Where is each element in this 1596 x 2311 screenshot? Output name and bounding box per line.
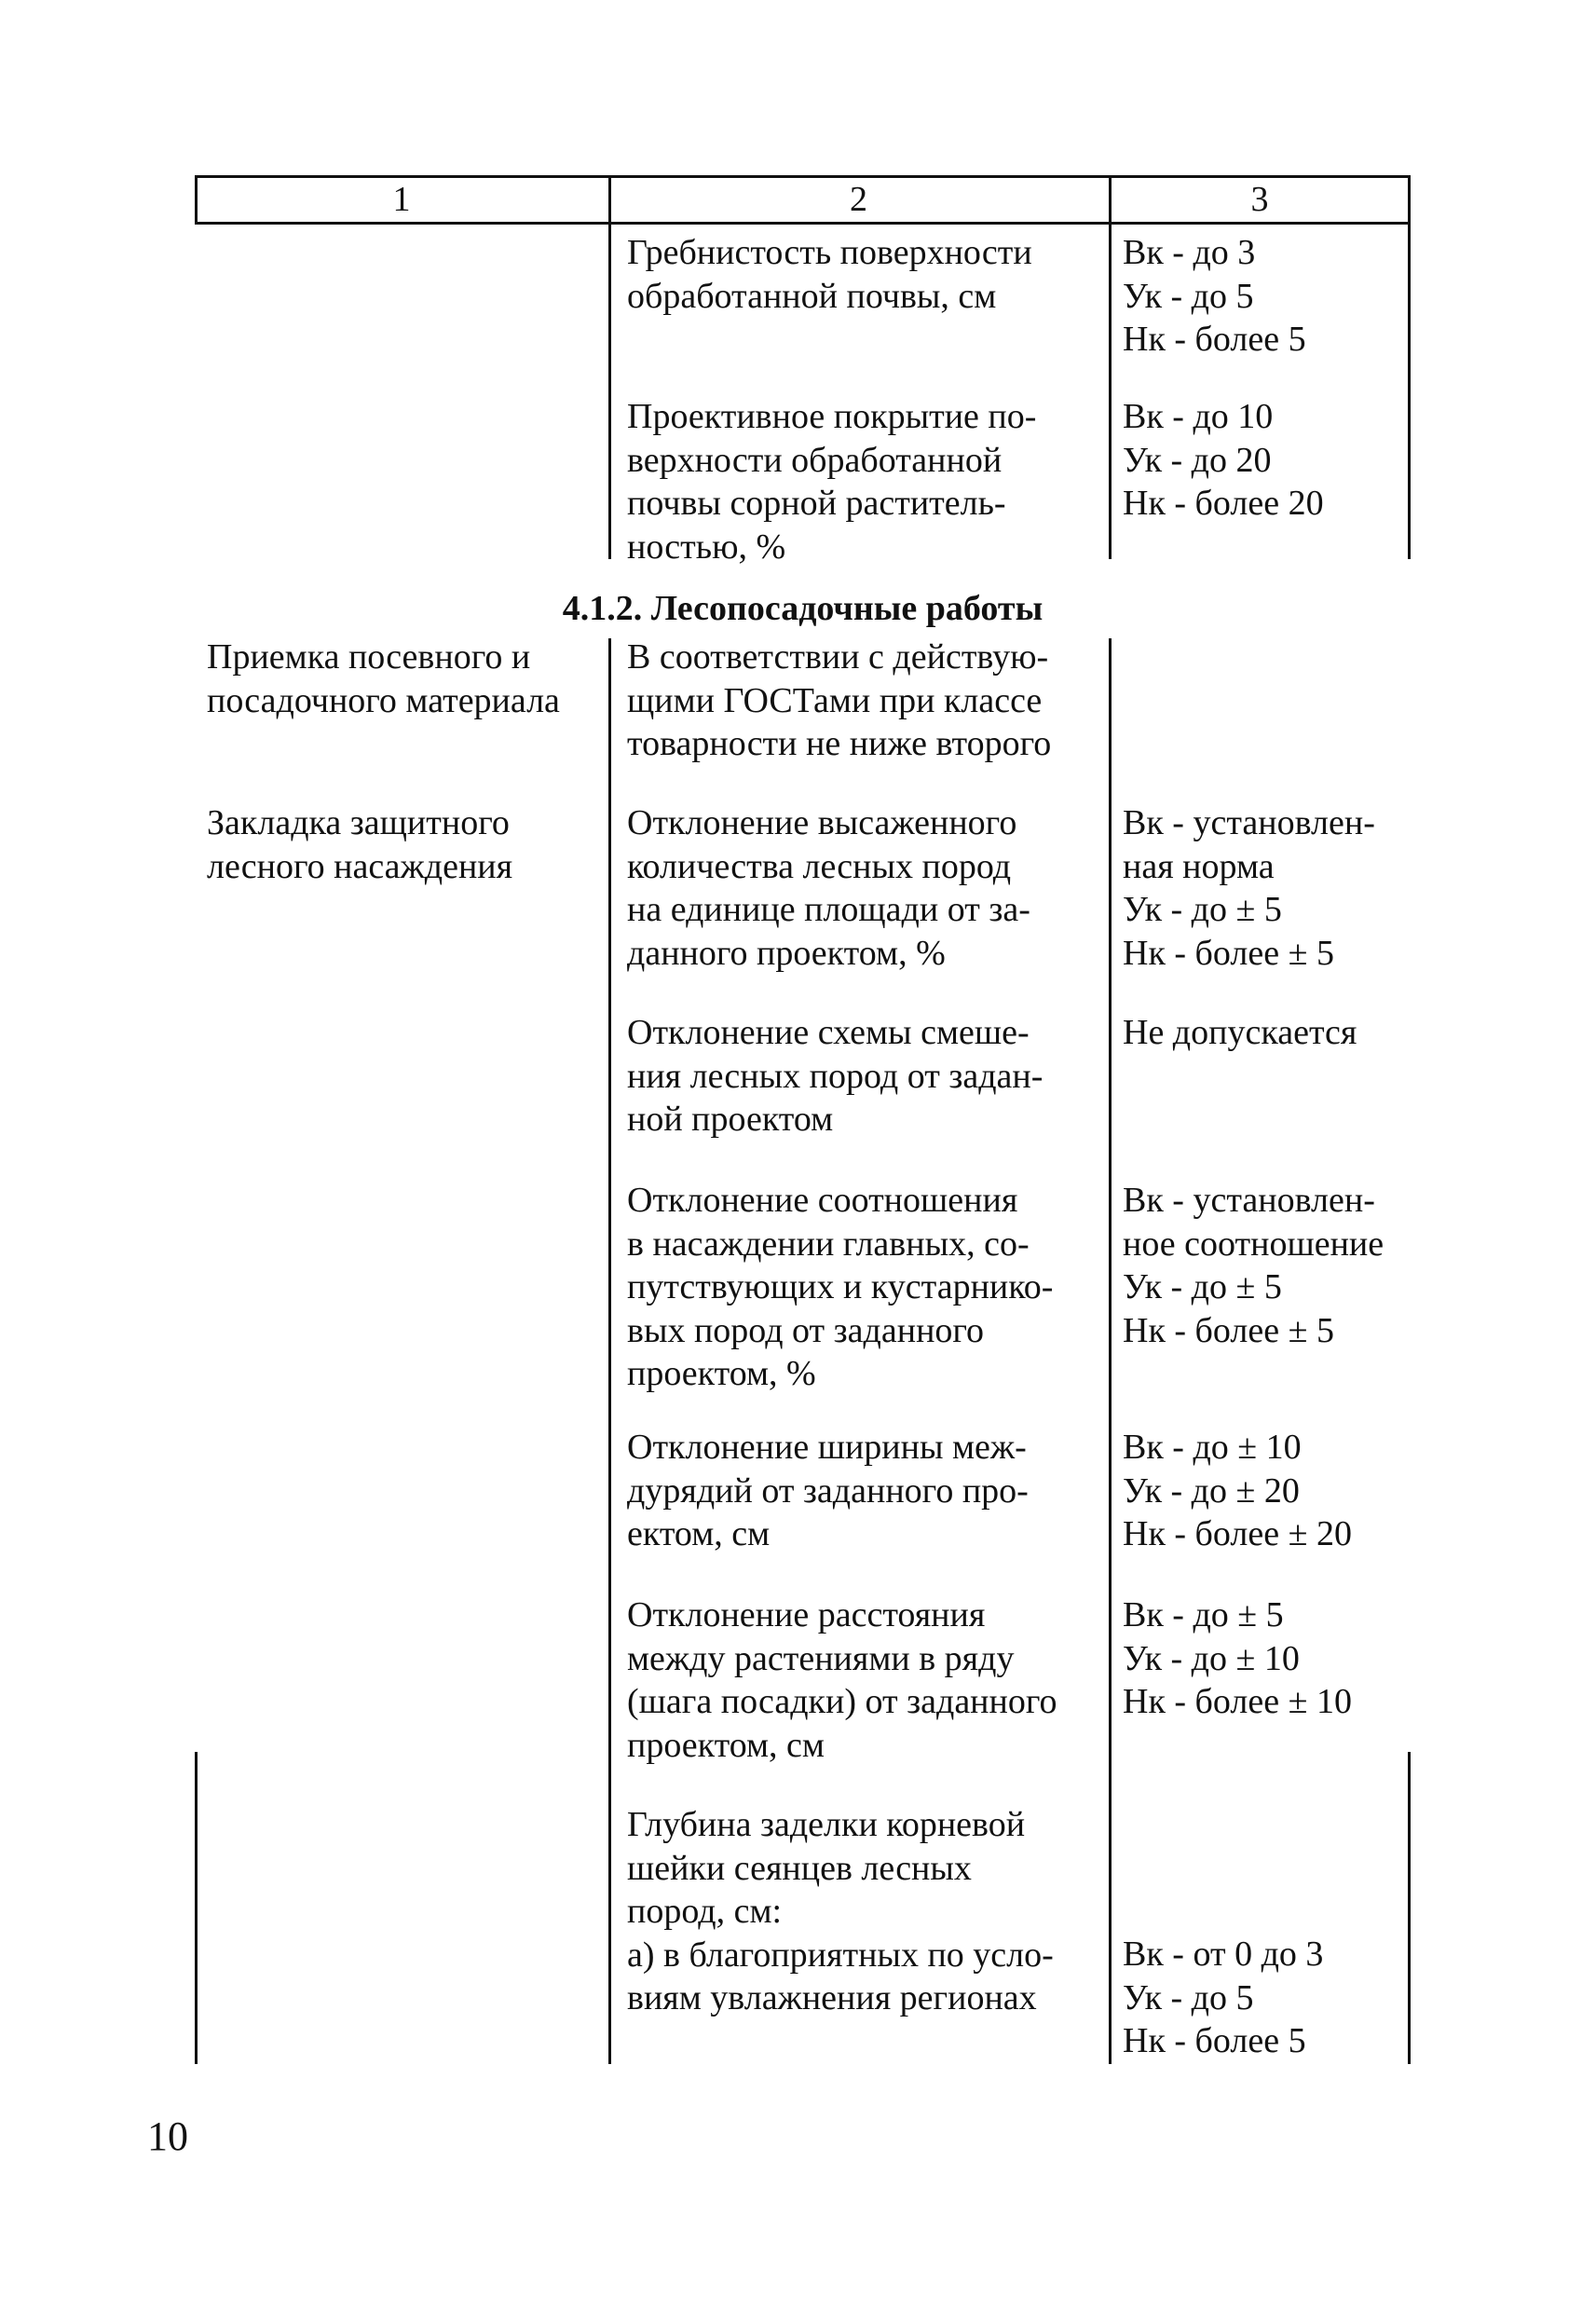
row-ridging-norm: Вк - до 3 Ук - до 5 Нк - более 5 — [1123, 233, 1306, 359]
header-col-3: 3 — [1250, 180, 1269, 219]
row-planted-quantity-param: Отклонение высаженного количества лесных пород на единице площади от за- данного проектом, % — [627, 803, 1030, 973]
section-title: 4.1.2. Лесопосадочные работы — [562, 589, 1044, 628]
table-top-border — [195, 175, 1411, 178]
column-divider-1-top — [608, 175, 611, 559]
column-divider-1-bottom — [608, 638, 611, 2064]
row-acceptance-work: Приемка посевного и посадочного материала — [207, 637, 560, 720]
row-mixing-scheme-norm: Не допускается — [1123, 1013, 1357, 1052]
row-weed-cover-norm: Вк - до 10 Ук - до 20 Нк - более 20 — [1123, 397, 1324, 523]
page-number: 10 — [147, 2113, 188, 2159]
row-establishment-work: Закладка защитного лесного насаждения — [207, 803, 513, 886]
row-acceptance-param: В соответствии с действую- щими ГОСТами при классе товарности не ниже второго — [627, 637, 1052, 763]
table-left-border-bottom — [195, 1752, 198, 2064]
row-ridging-param: Гребнистость поверхности обработанной почвы, см — [627, 233, 1032, 316]
row-root-collar-param: Глубина заделки корневой шейки сеянцев лесных пород, см: а) в благоприятных по усло- виям увлажнения регионах — [627, 1805, 1054, 2017]
row-mixing-scheme-param: Отклонение схемы смеше- ния лесных пород от задан- ной проектом — [627, 1013, 1044, 1139]
header-col-2: 2 — [850, 180, 867, 219]
row-plant-spacing-norm: Вк - до ± 5 Ук - до ± 10 Нк - более ± 10 — [1123, 1595, 1352, 1721]
row-plant-spacing-param: Отклонение расстояния между растениями в ряду (шага посадки) от заданного проектом, см — [627, 1595, 1057, 1765]
column-divider-2-bottom — [1109, 638, 1112, 2064]
table-right-border-bottom — [1408, 1752, 1411, 2064]
row-root-collar-norm: Вк - от 0 до 3 Ук - до 5 Нк - более 5 — [1123, 1935, 1324, 2060]
row-interrow-width-norm: Вк - до ± 10 Ук - до ± 20 Нк - более ± 20 — [1123, 1428, 1352, 1553]
row-species-ratio-norm: Вк - установлен- ное соотношение Ук - до ± 5 Нк - более ± 5 — [1123, 1181, 1385, 1350]
row-weed-cover-param: Проективное покрытие по- верхности обработанной почвы сорной раститель- ностью, % — [627, 397, 1037, 567]
column-divider-2-top — [1109, 175, 1112, 559]
header-bottom-border — [195, 222, 1411, 225]
table-right-border-top — [1408, 175, 1411, 559]
row-species-ratio-param: Отклонение соотношения в насаждении главных, со- путствующих и кустарнико- вых пород от заданного проектом, % — [627, 1181, 1054, 1393]
row-planted-quantity-norm: Вк - установлен- ная норма Ук - до ± 5 Нк - более ± 5 — [1123, 803, 1375, 973]
row-interrow-width-param: Отклонение ширины меж- дурядий от заданного про- ектом, см — [627, 1428, 1029, 1553]
header-col-1: 1 — [392, 180, 411, 219]
